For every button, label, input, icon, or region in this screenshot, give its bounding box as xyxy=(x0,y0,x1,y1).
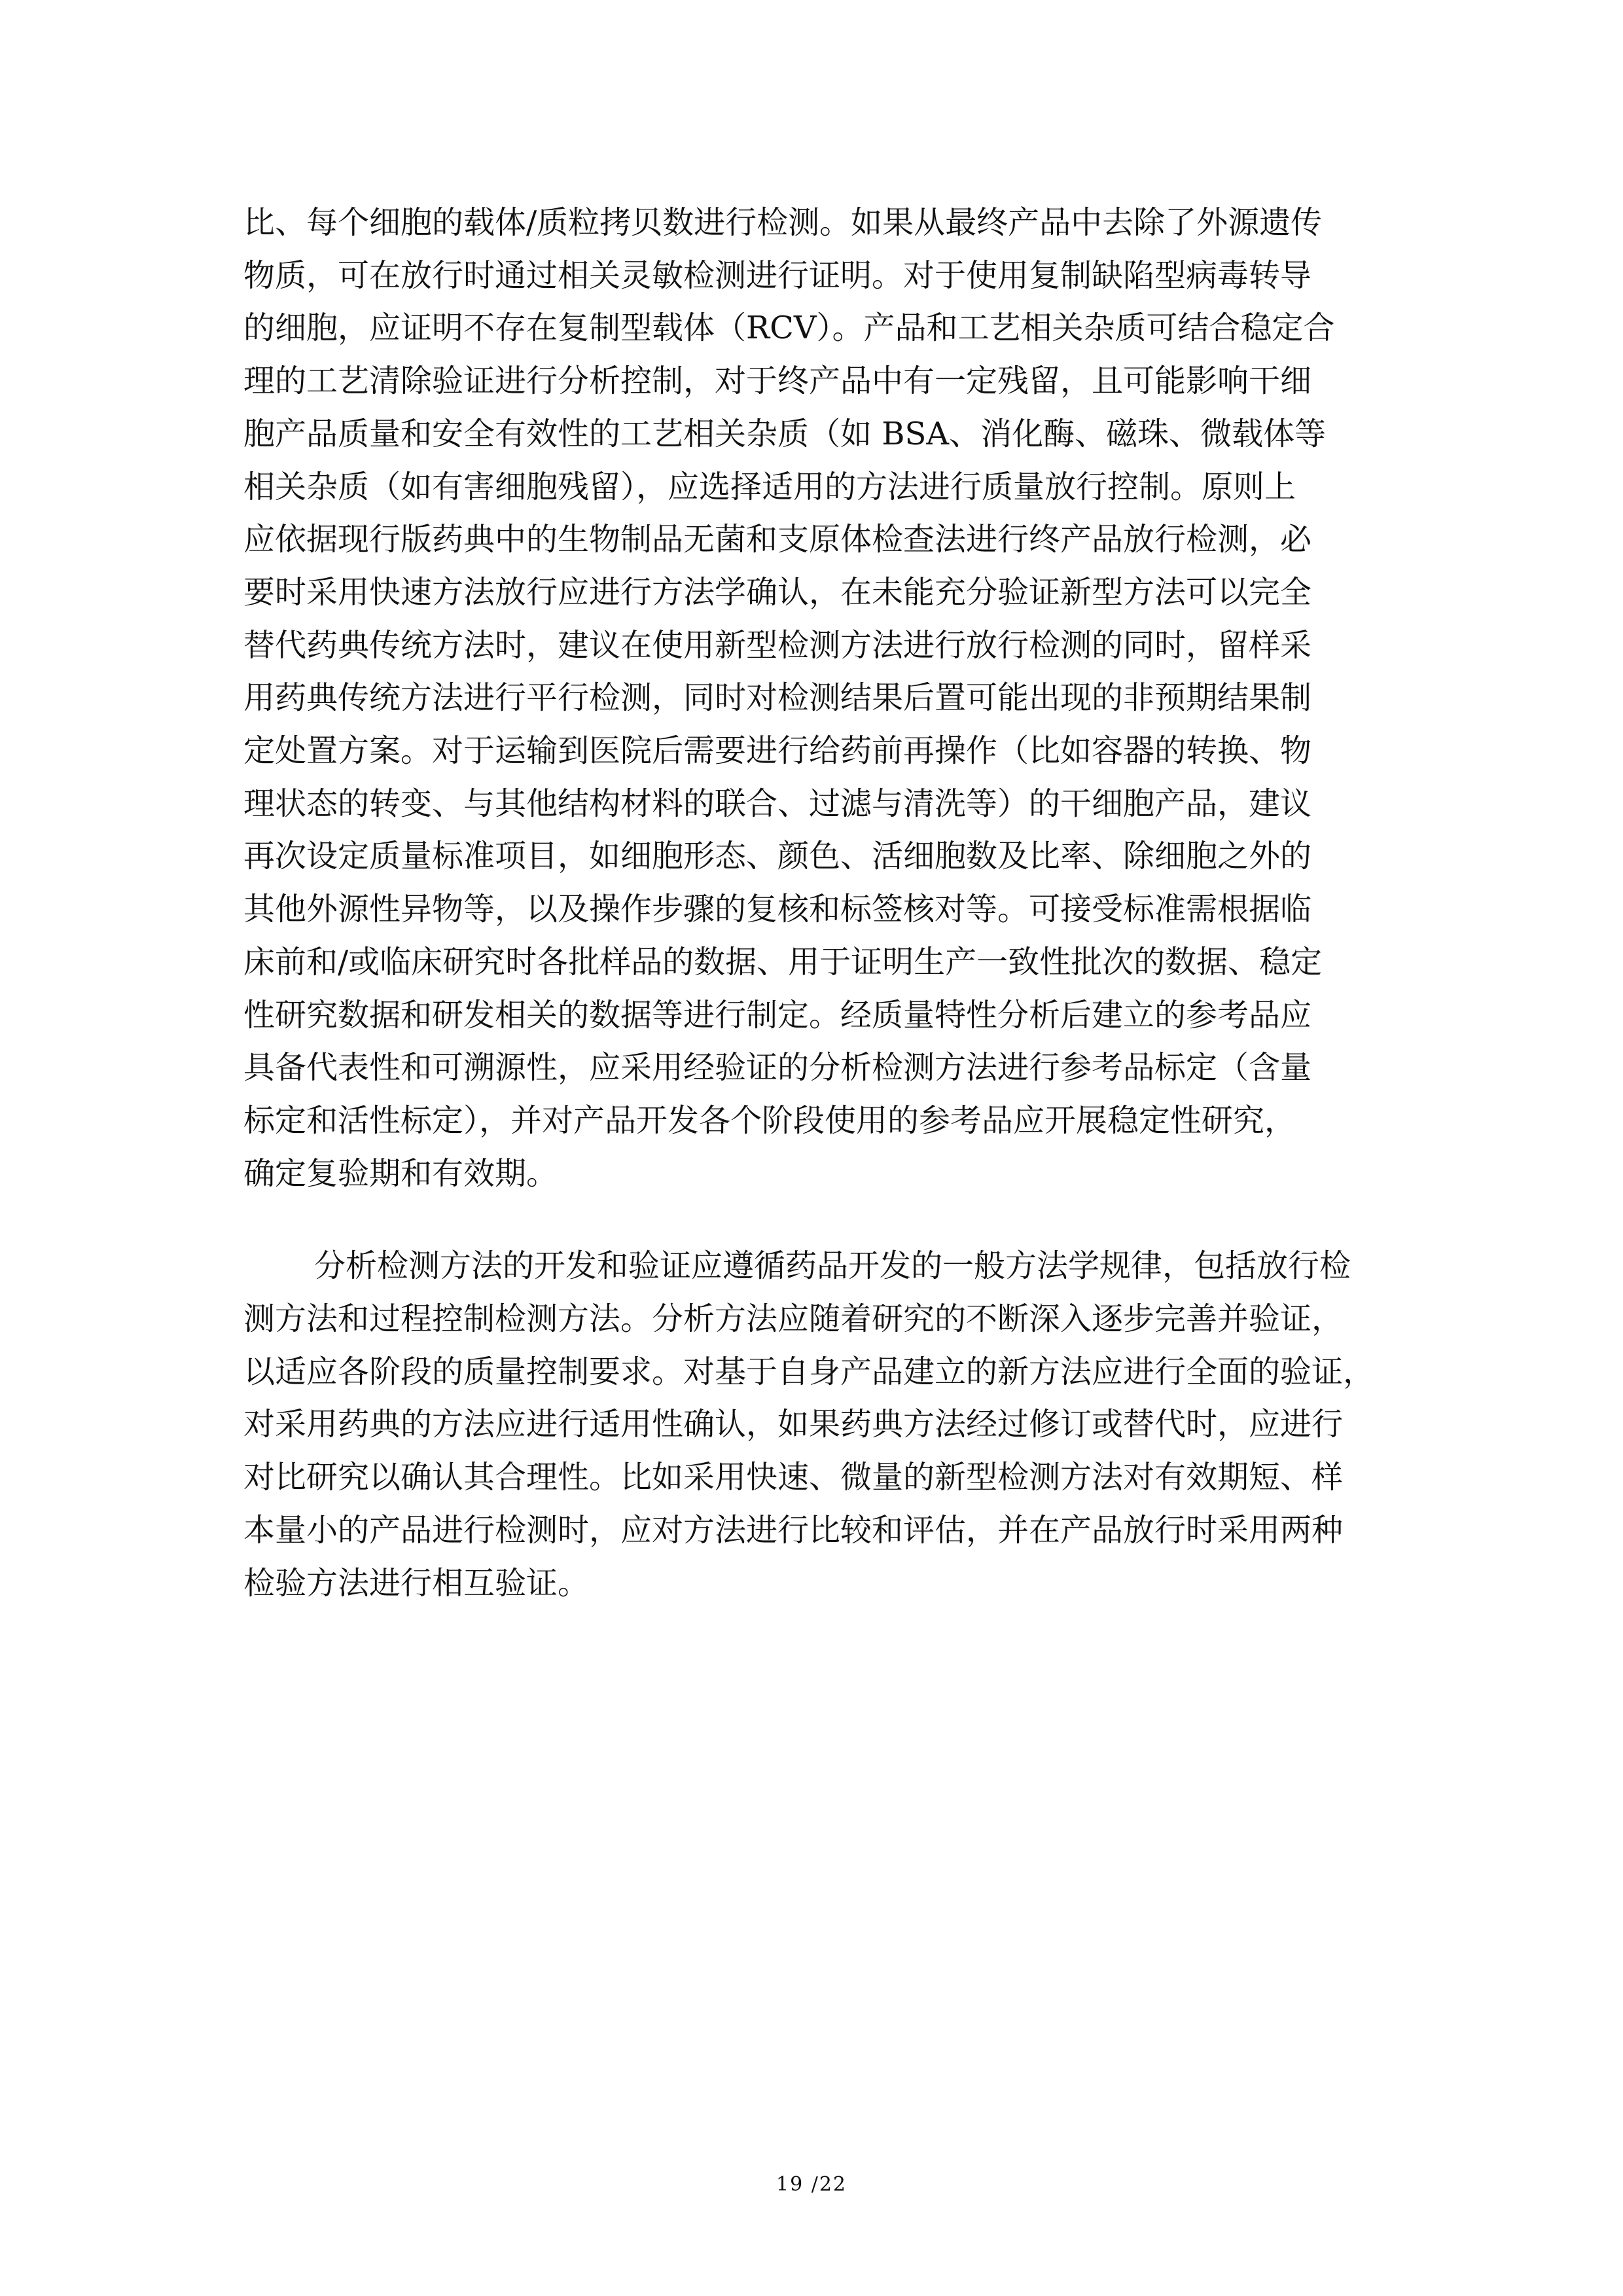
text-line: 确定复验期和有效期。 xyxy=(243,1155,558,1192)
text-line: 以适应各阶段的质量控制要求。对基于自身产品建立的新方法应进行全面的验证， xyxy=(243,1353,1375,1390)
paragraph-2 xyxy=(243,1240,1395,1609)
text-line: 要时采用快速方法放行应进行方法学确认，在未能充分验证新型方法可以完全 xyxy=(243,573,1312,611)
text-line: 理的工艺清除验证进行分析控制，对于终产品中有一定残留，且可能影响干细 xyxy=(243,363,1312,400)
text-line: 的细胞，应证明不存在复制型载体（RCV）。产品和工艺相关杂质可结合稳定合 xyxy=(243,310,1335,347)
paragraph-1 xyxy=(243,196,1395,1200)
text-line: 性研究数据和研发相关的数据等进行制定。经质量特性分析后建立的参考品应 xyxy=(243,996,1312,1033)
text-line: 检验方法进行相互验证。 xyxy=(243,1564,590,1602)
text-line: 具备代表性和可溯源性，应采用经验证的分析检测方法进行参考品标定（含量 xyxy=(243,1049,1312,1086)
text-line: 再次设定质量标准项目，如细胞形态、颜色、活细胞数及比率、除细胞之外的 xyxy=(243,838,1312,875)
text-line: 应依据现行版药典中的生物制品无菌和支原体检查法进行终产品放行检测，必 xyxy=(243,521,1312,558)
text-line: 理状态的转变、与其他结构材料的联合、过滤与清洗等）的干细胞产品，建议 xyxy=(243,785,1312,822)
document-body xyxy=(243,196,1395,1609)
text-line: 分析检测方法的开发和验证应遵循药品开发的一般方法学规律，包括放行检 xyxy=(314,1247,1351,1285)
text-line: 用药典传统方法进行平行检测，同时对检测结果后置可能出现的非预期结果制 xyxy=(243,679,1312,717)
text-line: 物质，可在放行时通过相关灵敏检测进行证明。对于使用复制缺陷型病毒转导 xyxy=(243,257,1312,294)
text-line: 其他外源性异物等，以及操作步骤的复核和标签核对等。可接受标准需根据临 xyxy=(243,891,1312,928)
text-line: 定处置方案。对于运输到医院后需要进行给药前再操作（比如容器的转换、物 xyxy=(243,732,1312,770)
text-line: 对比研究以确认其合理性。比如采用快速、微量的新型检测方法对有效期短、样 xyxy=(243,1459,1344,1496)
text-line: 测方法和过程控制检测方法。分析方法应随着研究的不断深入逐步完善并验证， xyxy=(243,1300,1344,1338)
text-line: 对采用药典的方法应进行适用性确认，如果药典方法经过修订或替代时，应进行 xyxy=(243,1406,1344,1443)
text-line: 标定和活性标定），并对产品开发各个阶段使用的参考品应开展稳定性研究， xyxy=(243,1102,1296,1139)
page-number: 19 /22 xyxy=(776,2173,847,2196)
text-line: 比、每个细胞的载体/质粒拷贝数进行检测。如果从最终产品中去除了外源遗传 xyxy=(243,204,1323,241)
text-line: 床前和/或临床研究时各批样品的数据、用于证明生产一致性批次的数据、稳定 xyxy=(243,943,1323,980)
text-line: 胞产品质量和安全有效性的工艺相关杂质（如 BSA、消化酶、磁珠、微载体等 xyxy=(243,415,1327,452)
text-line: 本量小的产品进行检测时，应对方法进行比较和评估，并在产品放行时采用两种 xyxy=(243,1511,1344,1549)
text-line: 相关杂质（如有害细胞残留），应选择适用的方法进行质量放行控制。原则上 xyxy=(243,468,1296,505)
text-line: 替代药典传统方法时，建议在使用新型检测方法进行放行检测的同时，留样采 xyxy=(243,626,1312,664)
